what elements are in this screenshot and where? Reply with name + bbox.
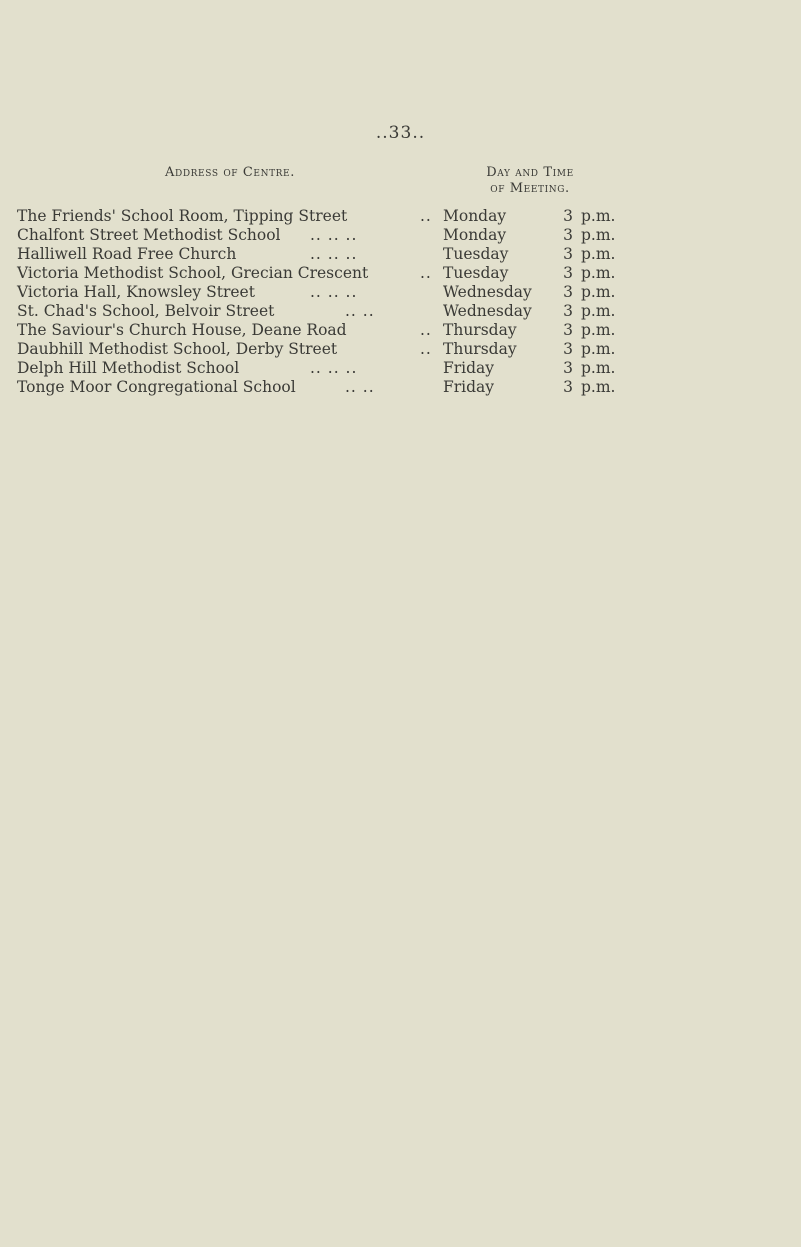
leader-dots: .. .. .. — [310, 245, 358, 263]
day-time-column-header — [420, 165, 640, 197]
meeting-hour: 3 — [563, 378, 573, 396]
list-item — [0, 359, 801, 378]
meeting-time-unit: p.m. — [581, 378, 616, 396]
page-number: ..33.. — [375, 123, 426, 143]
meeting-day: Tuesday — [443, 245, 509, 263]
leader-dots: .. .. — [345, 378, 375, 396]
meeting-day: Friday — [443, 378, 495, 396]
address-column-header: Address of Centre. — [165, 165, 295, 180]
centre-address: Tonge Moor Congregational School — [17, 378, 296, 396]
meeting-time-unit: p.m. — [581, 283, 616, 301]
meeting-time-unit: p.m. — [581, 321, 616, 339]
meeting-day: Tuesday — [443, 264, 509, 282]
meeting-hour: 3 — [563, 207, 573, 225]
meeting-hour: 3 — [563, 302, 573, 320]
leader-dots: .. — [420, 264, 432, 282]
meeting-day: Wednesday — [443, 302, 532, 320]
meeting-hour: 3 — [563, 321, 573, 339]
leader-dots: .. .. .. — [310, 226, 358, 244]
day-time-header-line-2: of Meeting. — [490, 181, 570, 196]
centre-address: Delph Hill Methodist School — [17, 359, 240, 377]
list-item — [0, 340, 801, 359]
meeting-time-unit: p.m. — [581, 207, 616, 225]
list-item — [0, 226, 801, 245]
leader-dots: .. — [420, 340, 432, 358]
centre-address: Victoria Hall, Knowsley Street — [17, 283, 255, 301]
meeting-day: Thursday — [443, 321, 517, 339]
meeting-time-unit: p.m. — [581, 340, 616, 358]
leader-dots: .. .. — [345, 302, 375, 320]
centre-address: The Friends' School Room, Tipping Street — [17, 207, 348, 225]
meeting-time-unit: p.m. — [581, 264, 616, 282]
meeting-hour: 3 — [563, 245, 573, 263]
meeting-day: Thursday — [443, 340, 517, 358]
list-item — [0, 302, 801, 321]
list-item — [0, 245, 801, 264]
meeting-hour: 3 — [563, 359, 573, 377]
list-item — [0, 321, 801, 340]
meeting-hour: 3 — [563, 340, 573, 358]
meeting-day: Monday — [443, 207, 507, 225]
list-item — [0, 264, 801, 283]
leader-dots: .. .. .. — [310, 359, 358, 377]
centre-address: Victoria Methodist School, Grecian Crescent — [17, 264, 369, 282]
leader-dots: .. — [420, 207, 432, 225]
meeting-centres-list — [0, 207, 801, 397]
meeting-time-unit: p.m. — [581, 302, 616, 320]
meeting-time-unit: p.m. — [581, 245, 616, 263]
list-item — [0, 283, 801, 302]
meeting-time-unit: p.m. — [581, 359, 616, 377]
leader-dots: .. — [420, 321, 432, 339]
centre-address: Daubhill Methodist School, Derby Street — [17, 340, 338, 358]
list-item — [0, 378, 801, 397]
meeting-day: Friday — [443, 359, 495, 377]
meeting-hour: 3 — [563, 226, 573, 244]
centre-address: The Saviour's Church House, Deane Road — [17, 321, 347, 339]
meeting-day: Monday — [443, 226, 507, 244]
centre-address: Halliwell Road Free Church — [17, 245, 237, 263]
leader-dots: .. .. .. — [310, 283, 358, 301]
centre-address: St. Chad's School, Belvoir Street — [17, 302, 275, 320]
day-time-header-line-1: Day and Time — [486, 165, 574, 180]
meeting-day: Wednesday — [443, 283, 532, 301]
list-item — [0, 207, 801, 226]
centre-address: Chalfont Street Methodist School — [17, 226, 281, 244]
meeting-hour: 3 — [563, 264, 573, 282]
meeting-time-unit: p.m. — [581, 226, 616, 244]
meeting-hour: 3 — [563, 283, 573, 301]
